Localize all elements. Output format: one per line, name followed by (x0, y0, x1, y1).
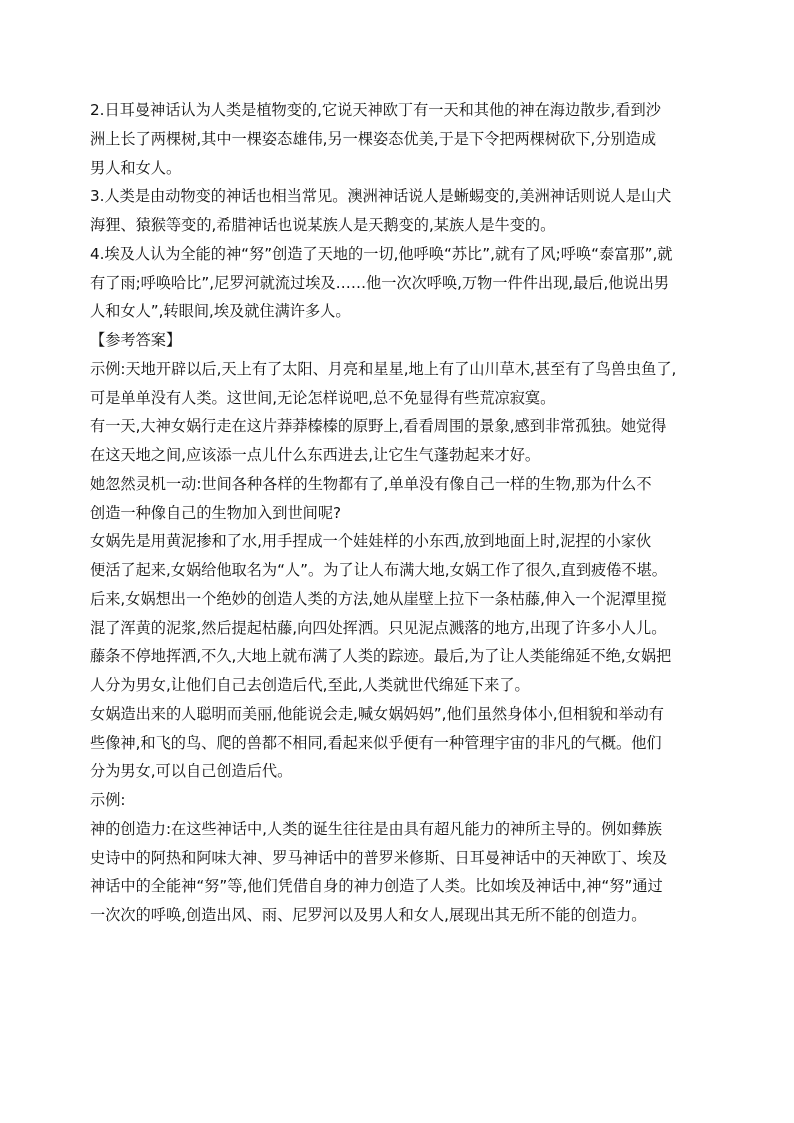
text-line: 混了浑黄的泥浆,然后提起枯藤,向四处挥洒。只见泥点溅落的地方,出现了许多小人儿。 (90, 618, 667, 637)
text-line: 有一天,大神女娲行走在这片莽莽榛榛的原野上,看看周围的景象,感到非常孤独。她觉得 (90, 417, 667, 436)
text-line: 示例: (90, 791, 126, 809)
text-line: 海狸、猿猴等变的,希腊神话也说某族人是天鹅变的,某族人是牛变的。 (90, 216, 556, 234)
text-line: 神话中的全能神“努”等,他们凭借自身的神力创造了人类。比如埃及神话中,神“努”通过 (90, 877, 663, 896)
text-line: 分为男女,可以自己创造后代。 (90, 762, 293, 781)
document-body (90, 96, 710, 930)
text-line: 2.日耳曼神话认为人类是植物变的,它说天神欧丁有一天和其他的神在海边散步,看到沙 (90, 101, 661, 119)
text-line: 洲上长了两棵树,其中一棵姿态雄伟,另一棵姿态优美,于是下令把两棵树砍下,分别造成 (90, 129, 657, 148)
text-line: 史诗中的阿热和阿味大神、罗马神话中的普罗米修斯、日耳曼神话中的天神欧丁、埃及 (90, 848, 668, 867)
section-heading: 【参考答案】 (90, 331, 182, 349)
text-line: 后来,女娲想出一个绝妙的创造人类的方法,她从崖壁上拉下一条枯藤,伸入一个泥潭里搅 (90, 589, 667, 608)
text-line: 4.埃及人认为全能的神“努”创造了天地的一切,他呼唤“苏比”,就有了风;呼唤“泰富那”,就 (90, 244, 673, 263)
text-line: 一次次的呼唤,创造出风、雨、尼罗河以及男人和女人,展现出其无所不能的创造力。 (90, 906, 647, 924)
text-line: 些像神,和飞的鸟、爬的兽都不相同,看起来似乎便有一种管理宇宙的非凡的气概。他们 (90, 733, 662, 752)
text-line: 神的创造力:在这些神话中,人类的诞生往往是由具有超凡能力的神所主导的。例如彝族 (90, 819, 662, 838)
text-line: 便活了起来,女娲给他取名为“人”。为了让人布满大地,女娲工作了很久,直到疲倦不堪。 (90, 561, 667, 579)
text-line: 女娲造出来的人聪明而美丽,他能说会走,喊女娲妈妈”,他们虽然身体小,但相貌和举动有 (90, 704, 664, 723)
text-line: 有了雨;呼唤哈比”,尼罗河就流过埃及……他一次次呼唤,万物一件件出现,最后,他说出男 (90, 273, 670, 292)
text-line: 3.人类是由动物变的神话也相当常见。澳洲神话说人是蜥蜴变的,美洲神话则说人是山犬 (90, 187, 672, 206)
text-line: 女娲先是用黄泥掺和了水,用手捏成一个娃娃样的小东西,放到地面上时,泥捏的小家伙 (90, 532, 652, 551)
text-line: 人和女人”,转眼间,埃及就住满许多人。 (90, 302, 351, 321)
text-line: 示例:天地开辟以后,天上有了太阳、月亮和星星,地上有了山川草木,甚至有了鸟兽虫鱼了, (90, 359, 677, 378)
text-line: 她忽然灵机一动:世间各种各样的生物都有了,单单没有像自己一样的生物,那为什么不 (90, 474, 652, 493)
text-line: 藤条不停地挥洒,不久,大地上就布满了人类的踪迹。最后,为了让人类能绵延不绝,女娲把 (90, 647, 672, 666)
text-line: 在这天地之间,应该添一点儿什么东西进去,让它生气蓬勃起来才好。 (90, 446, 541, 464)
text-line: 创造一种像自己的生物加入到世间呢? (90, 503, 342, 522)
text-line: 男人和女人。 (90, 158, 182, 177)
text-line: 人分为男女,让他们自己去创造后代,至此,人类就世代绵延下来了。 (90, 676, 530, 694)
text-line: 可是单单没有人类。这世间,无论怎样说吧,总不免显得有些荒凉寂寞。 (90, 388, 556, 407)
